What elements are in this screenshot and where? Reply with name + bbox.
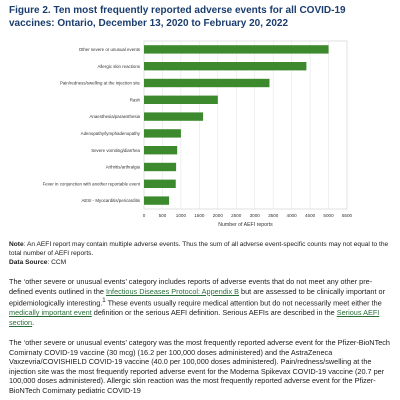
bar bbox=[144, 79, 269, 87]
paragraph-text: The ‘other severe or unusual events’ category includes reports of adverse events that do not meet any other pre-defined events outlined in the bbox=[9, 277, 373, 296]
paragraph-other-events bbox=[9, 277, 393, 327]
paragraph-most-frequent: The ‘other severe or unusual events’ category was the most frequently reported adverse event for the Pfizer-BioNTech Comirnaty COVID-19 vaccine (30 mcg) (16.2 per 100,000 doses administered) and the AstraZeneca Vaxzevria/COVISHIELD COVID-19 vaccine (40.0 per 100,000 doses administered). Pain/redness/swelling at the injection site was the most frequently reported adverse event for the Moderna Spikevax COVID-19 vaccine (20.7 per 100,000 doses administered). Allergic skin reaction was the most frequently reported adverse event for the Pfizer-BioNTech Comirnaty pediatric COVID-19 bbox=[9, 338, 390, 395]
x-tick-label: 3000 bbox=[249, 213, 260, 218]
paragraph-text: definition or the serious AEFI definition. Serious AEFIs are described in the bbox=[91, 308, 337, 318]
bar-chart-svg bbox=[9, 37, 351, 233]
source-label: Data Source bbox=[9, 259, 48, 266]
bar bbox=[144, 45, 329, 53]
bar bbox=[144, 146, 177, 154]
paragraph-text: . bbox=[32, 317, 35, 327]
x-tick-label: 5500 bbox=[341, 213, 353, 218]
paragraph-text: but are assessed to be clinically important or epidemiologically interesting. bbox=[9, 286, 386, 308]
x-tick-label: 1500 bbox=[194, 213, 205, 218]
category-label: Other severe or unusual events bbox=[78, 47, 140, 52]
x-tick-label: 500 bbox=[158, 213, 167, 218]
x-tick-label: 1000 bbox=[175, 213, 187, 218]
bar bbox=[144, 180, 176, 188]
x-tick-label: 2000 bbox=[212, 213, 223, 218]
note-label: Note bbox=[9, 241, 24, 248]
bar bbox=[144, 129, 181, 137]
category-label: Arthritis/arthralgia bbox=[105, 164, 140, 170]
figure-title: Figure 2. Ten most frequently reported adverse events for all COVID-19 vaccines: Ontario, December 13, 2020 to February 20, 2022 bbox=[9, 5, 346, 29]
x-axis-title: Number of AEFI reports bbox=[218, 222, 273, 228]
x-tick-label: 3500 bbox=[268, 213, 279, 218]
bar bbox=[144, 163, 176, 171]
bar bbox=[144, 62, 306, 70]
category-label: Anaesthesia/paraesthesia bbox=[89, 114, 140, 120]
paragraph-text: These events usually require medical attention but do not necessarily meet either the bbox=[105, 298, 382, 308]
category-label: Rash bbox=[129, 97, 140, 103]
bar bbox=[144, 112, 203, 120]
category-label: Severe vomiting/diarrhea bbox=[91, 147, 140, 153]
x-tick-label: 0 bbox=[142, 213, 146, 218]
bar bbox=[144, 196, 169, 204]
bar bbox=[144, 96, 218, 104]
category-label: Allergic skin reactions bbox=[97, 63, 140, 69]
category-label: Fever in conjunction with another reportable event bbox=[42, 181, 140, 187]
note-text: : An AEFI report may contain multiple adverse events. Thus the sum of all adverse event-specific counts may not equal to the total number of AEFI reports. bbox=[9, 241, 389, 257]
category-label: Adenopathy/lymphadenopathy bbox=[80, 131, 140, 136]
x-tick-label: 2500 bbox=[231, 213, 242, 218]
data-source bbox=[9, 258, 393, 267]
medically-important-event-link[interactable]: medically important event bbox=[9, 308, 92, 318]
infectious-diseases-protocol-link[interactable]: Infectious Diseases Protocol: Appendix B bbox=[105, 286, 240, 296]
category-label: AESI - Myocarditis/pericarditis bbox=[81, 198, 140, 204]
x-tick-label: 4500 bbox=[304, 213, 316, 218]
bar-chart bbox=[9, 37, 351, 233]
x-tick-label: 5000 bbox=[323, 213, 334, 218]
category-label: Pain/redness/swelling at the injection site bbox=[59, 80, 140, 86]
source-text: : CCM bbox=[47, 259, 67, 266]
chart-note bbox=[9, 240, 393, 258]
serious-aefi-section-link[interactable]: Serious AEFI section bbox=[9, 308, 380, 327]
x-tick-label: 4000 bbox=[286, 213, 297, 218]
footnote-marker: 1 bbox=[102, 297, 106, 305]
